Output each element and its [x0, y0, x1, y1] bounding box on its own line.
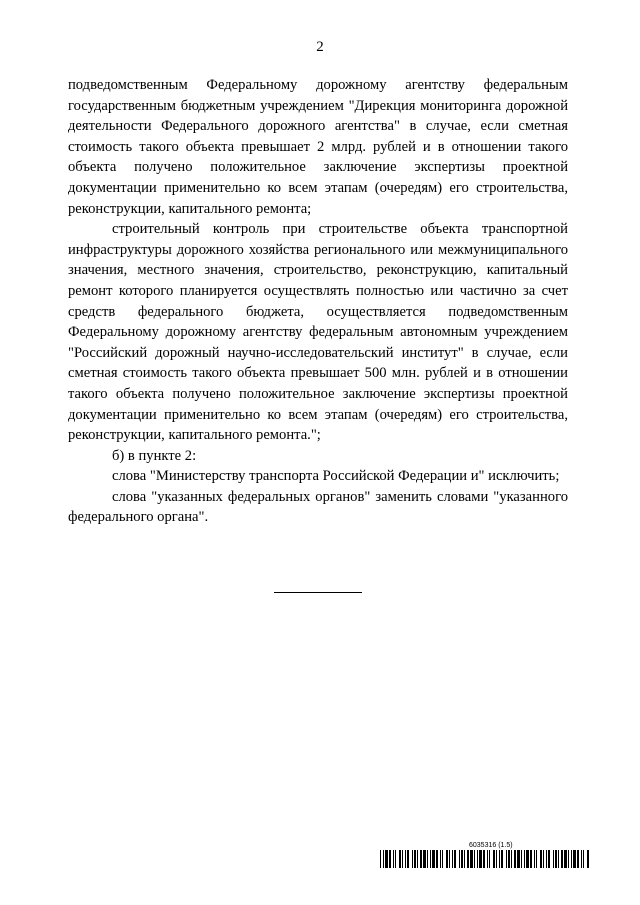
paragraph-words-replace: слова "указанных федеральных органов" заменить словами "указанного федерального органа". [68, 488, 568, 526]
document-body [68, 75, 568, 528]
document-code: 6035316 (1.5) [469, 842, 513, 849]
barcode-icon [380, 850, 590, 868]
paragraph-words-exclude: слова "Министерству транспорта Российской Федерации и" исключить; [112, 468, 560, 485]
paragraph-continuation: подведомственным Федеральному дорожному агентству федеральным государственным бюджетным учреждением "Дирекция мониторинга дорожной деятельности Федерального дорожного агентства" в случае, если сметная стоимость такого объекта превышает 2 млрд. рублей и в отношении такого объекта получено положительное заключение экспертизы проектной документации применительно ко всем этапам (очередям) его строительства, реконструкции, капитального ремонта; [68, 77, 568, 217]
paragraph-subpoint-b: б) в пункте 2: [112, 447, 197, 464]
paragraph-construction-control: строительный контроль при строительстве объекта транспортной инфраструктуры дорожного хозяйства регионального или межмуниципального значения, местного значения, строительство, реконструкцию, капитальный ремонт которого планируется осуществлять полностью или частично за счет средств федерального бюджета, осуществляется подведомственным Федеральному дорожному агентству федеральным автономным учреждением "Российский дорожный научно-исследовательский институт" в случае, если сметная стоимость такого объекта превышает 500 млн. рублей и в отношении такого объекта получено положительное заключение экспертизы проектной документации применительно ко всем этапам (очередям) его строительства, реконструкции, капитального ремонта."; [68, 221, 568, 444]
page-number: 2 [316, 39, 324, 55]
separator-line [274, 592, 362, 593]
